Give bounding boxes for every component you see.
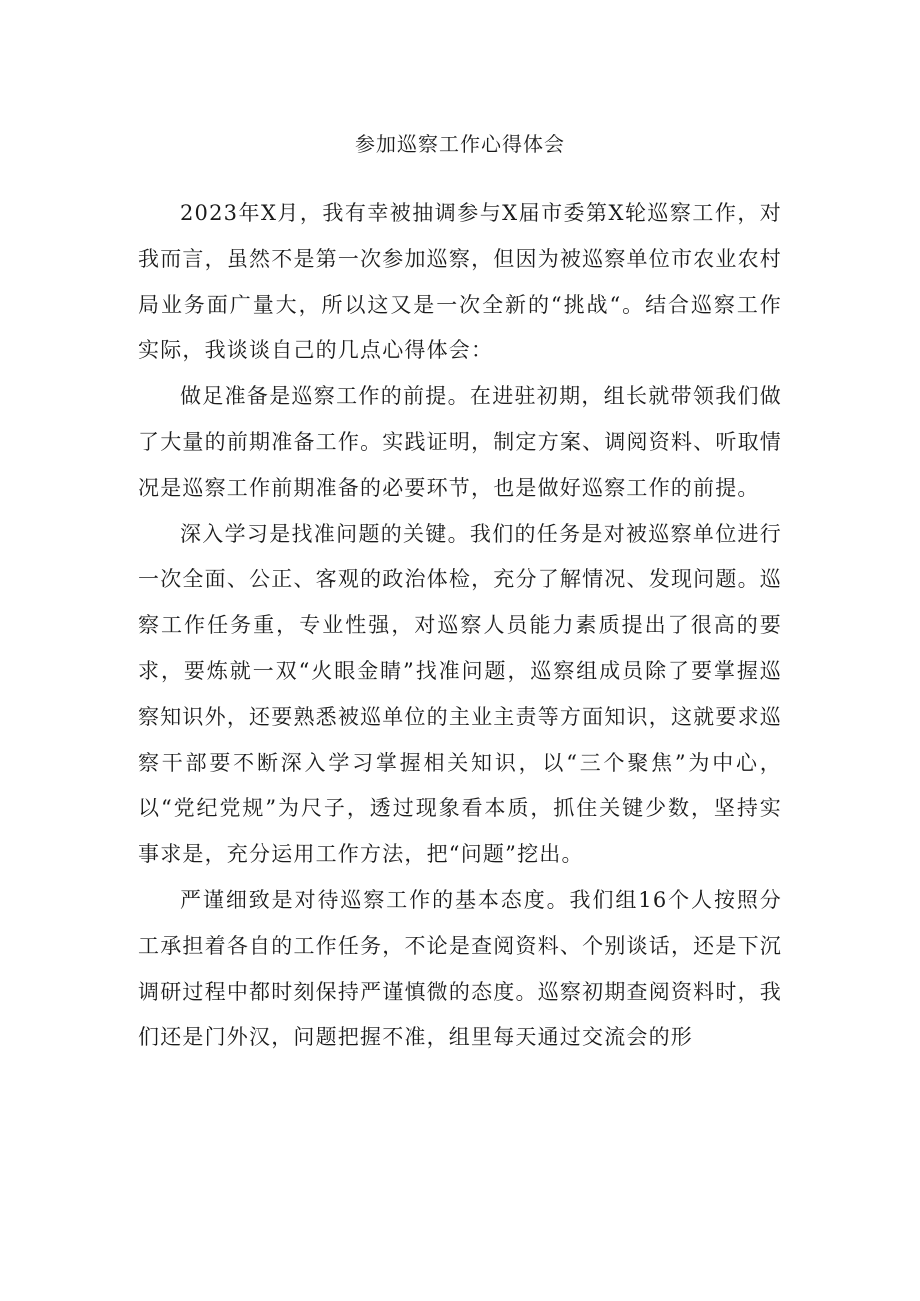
paragraph-rigor: 严谨细致是对待巡察工作的基本态度。我们组16个人按照分工承担着各自的工作任务，不论是查阅资料、个别谈话，还是下沉调研过程中都时刻保持严谨慎微的态度。巡察初期查阅资料时，我们还是门外汉，问题把握不准，组里每天通过交流会的形 <box>138 887 782 1050</box>
paragraph-intro: 2023年X月，我有幸被抽调参与X届市委第X轮巡察工作，对我而言，虽然不是第一次参加巡察，但因为被巡察单位市农业农村局业务面广量大，所以这又是一次全新的“挑战“。结合巡察工作实际，我谈谈自己的几点心得体会： <box>138 201 782 363</box>
document-title: 参加巡察工作心得体会 <box>355 132 565 156</box>
document-body <box>138 191 782 1061</box>
paragraph-preparation: 做足准备是巡察工作的前提。在进驻初期，组长就带领我们做了大量的前期准备工作。实践证明，制定方案、调阅资料、听取情况是巡察工作前期准备的必要环节，也是做好巡察工作的前提。 <box>138 384 782 500</box>
paragraph-learning: 深入学习是找准问题的关键。我们的任务是对被巡察单位进行一次全面、公正、客观的政治体检，充分了解情况、发现问题。巡察工作任务重，专业性强，对巡察人员能力素质提出了很高的要求，要炼就一双“火眼金睛”找准问题，巡察组成员除了要掌握巡察知识外，还要熟悉被巡单位的主业主责等方面知识，这就要求巡察干部要不断深入学习掌握相关知识，以“三个聚焦”为中心，以“党纪党规”为尺子，透过现象看本质，抓住关键少数，坚持实事求是，充分运用工作方法，把“问题”挖出。 <box>138 521 782 867</box>
